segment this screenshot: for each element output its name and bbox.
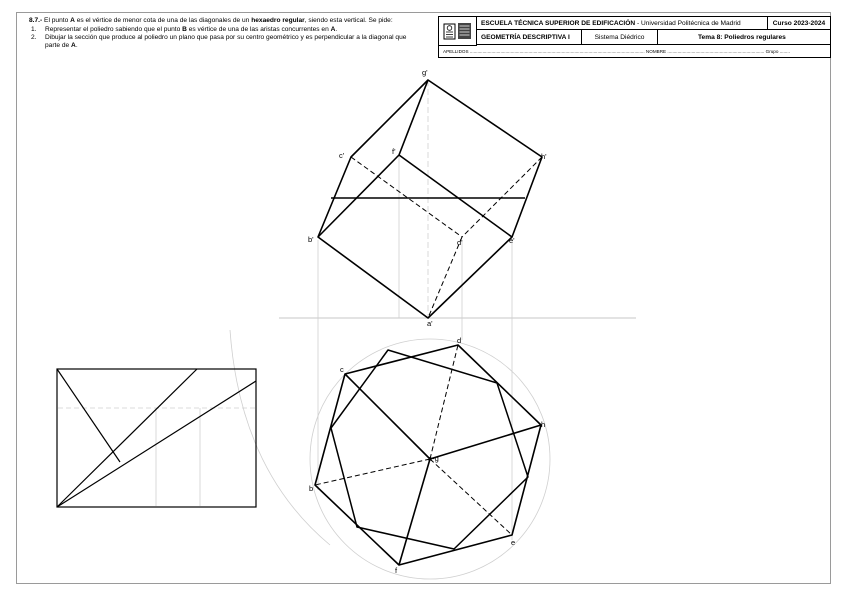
- auxiliary-view: [57, 369, 256, 507]
- label-h: h: [541, 420, 546, 429]
- problem-number: 8.7.-: [29, 17, 43, 24]
- edge-ag-b: [315, 459, 430, 485]
- edge-f-b: [318, 155, 399, 237]
- aux-edge: [57, 369, 197, 507]
- label-f-prime: f': [392, 147, 396, 156]
- edge-ag-h: [430, 425, 541, 459]
- topic-name: Tema 8: Poliedros regulares: [698, 33, 786, 41]
- edge-c-d: [351, 157, 462, 237]
- label-f: f: [395, 566, 398, 575]
- task-point: A: [71, 42, 76, 49]
- edge-ag-d: [430, 345, 458, 459]
- label-b: b: [309, 484, 314, 493]
- edge-d-a: [428, 237, 462, 318]
- label-e: e: [511, 538, 516, 547]
- label-h-prime: h': [541, 152, 547, 161]
- section-hexagon: [331, 350, 528, 549]
- task-point: B: [182, 26, 187, 33]
- solid-name: hexaedro regular: [251, 17, 305, 24]
- system-name: Sistema Diédrico: [594, 33, 645, 41]
- construction-lines: [58, 80, 636, 579]
- label-e-prime: e': [509, 236, 515, 245]
- task-number: 2.: [31, 34, 37, 41]
- task-point: A: [330, 26, 336, 33]
- label-d-prime: d': [457, 238, 463, 247]
- student-fields-line: APELLIDOS ......................................................................................................................................... NOMBRE ............................................................................ Grupo ........: [443, 49, 790, 54]
- label-d: d: [457, 336, 462, 345]
- label-a-g: a-g: [428, 454, 439, 463]
- label-c: c: [340, 365, 344, 374]
- course-year: Curso 2023-2024: [772, 19, 826, 27]
- aux-diagonal: [57, 381, 256, 507]
- edge-h-d: [462, 157, 542, 237]
- intro-text: es el vértice de menor cota de una de las diagonales de un: [76, 17, 250, 24]
- point-a-label: A: [70, 17, 75, 24]
- edge-g-f: [399, 80, 428, 155]
- label-c-prime: c': [339, 151, 345, 160]
- task-text: Representar el poliedro sabiendo que el punto: [45, 26, 181, 33]
- task-number: 1.: [31, 26, 37, 33]
- school-name: ESCUELA TÉCNICA SUPERIOR DE EDIFICACIÓN: [481, 19, 636, 27]
- task-end: .: [75, 42, 78, 49]
- task-text: es vértice de una de las aristas concurrentes en: [188, 26, 329, 33]
- edge-ag-e: [430, 459, 512, 535]
- intro-text: El punto: [44, 17, 69, 24]
- task-text: Dibujar la sección que produce al poliedro un plano que pasa por su centro geométrico y es perpendicular a la diagonal que parte de: [45, 34, 407, 49]
- task-end: .: [335, 26, 338, 33]
- label-a-prime: a': [427, 319, 433, 328]
- construction-arc: [230, 330, 330, 545]
- aux-edge: [57, 369, 120, 462]
- edge-ag-f: [399, 459, 430, 565]
- auxiliary-rectangle: [57, 369, 256, 507]
- intro-text: , siendo esta vertical. Se pide:: [304, 17, 393, 24]
- edge-ag-c: [345, 374, 430, 459]
- label-b-prime: b': [308, 235, 314, 244]
- edge-f-e: [399, 155, 512, 237]
- elevation-outline: [318, 80, 542, 318]
- label-g-prime: g': [422, 68, 428, 77]
- subject-name: GEOMETRÍA DESCRIPTIVA I: [481, 33, 570, 41]
- university-name: - Universidad Politécnica de Madrid: [636, 19, 741, 27]
- elevation-view: [318, 80, 542, 318]
